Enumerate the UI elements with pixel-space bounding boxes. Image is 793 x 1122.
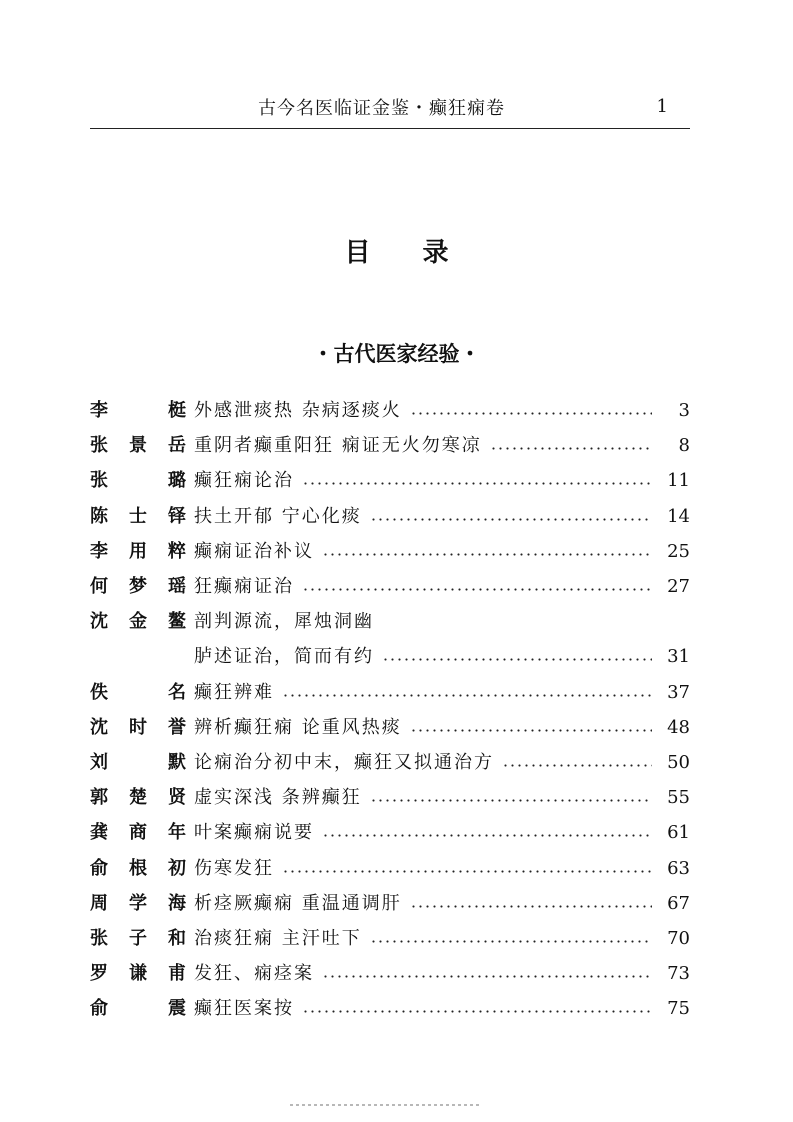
- toc-author: 何梦瑶: [90, 576, 186, 598]
- dot-leader: [302, 1010, 652, 1013]
- toc-entry-title: 辨析癫狂痫 论重风热痰: [194, 716, 402, 738]
- toc-page-number: 63: [667, 857, 690, 879]
- toc-entry-title: 癫狂医案按: [194, 998, 294, 1020]
- toc-author: 沈时誉: [90, 716, 186, 738]
- toc-entry-title: 重阴者癫重阳狂 痫证无火勿寒凉: [194, 435, 482, 457]
- dot-leader: [502, 764, 652, 767]
- toc-entry-title: 外感泄痰热 杂病逐痰火: [194, 400, 402, 422]
- toc-author: 龚商年: [90, 822, 186, 844]
- toc-entry-title: 伤寒发狂: [194, 857, 274, 879]
- dot-leader: [410, 412, 652, 415]
- toc-author: 张景岳: [90, 435, 186, 457]
- toc-author: 李 梃: [90, 400, 186, 422]
- dot-leader: [282, 694, 652, 697]
- toc-entry-title: 癫狂辨难: [194, 681, 274, 703]
- toc-row[interactable]: [90, 534, 690, 569]
- toc-page-number: 48: [667, 716, 690, 738]
- toc-author: 刘 默: [90, 751, 186, 773]
- toc-page-number: 67: [667, 892, 690, 914]
- toc-entry-title: 析痉厥癫痫 重温通调肝: [194, 892, 402, 914]
- toc-row[interactable]: [90, 604, 690, 639]
- toc-author: 俞根初: [90, 857, 186, 879]
- toc-row[interactable]: [90, 886, 690, 921]
- toc-author: 俞 震: [90, 998, 186, 1020]
- toc-author: 沈金鳌: [90, 611, 186, 633]
- toc-author: 周学海: [90, 892, 186, 914]
- toc-page-number: 75: [667, 998, 690, 1020]
- dot-leader: [302, 588, 652, 591]
- toc-entry-title: 癫狂痫论治: [194, 470, 294, 492]
- toc-entry-title: 狂癫痫证治: [194, 576, 294, 598]
- toc-author: 张 璐: [90, 470, 186, 492]
- toc-page-number: 11: [667, 470, 690, 492]
- dot-leader: [322, 834, 652, 837]
- toc-row[interactable]: [90, 991, 690, 1026]
- dot-leader: [302, 482, 652, 485]
- toc-page-number: 14: [667, 505, 690, 527]
- toc-author: 李用粹: [90, 540, 186, 562]
- toc-author: 陈士铎: [90, 505, 186, 527]
- toc-page-number: 70: [667, 927, 690, 949]
- toc-row[interactable]: [90, 463, 690, 498]
- dot-leader: [370, 799, 652, 802]
- dot-leader: [382, 658, 652, 661]
- dot-leader: [282, 870, 652, 873]
- toc-entry-title: 虚实深浅 条辨癫狂: [194, 787, 362, 809]
- toc-row[interactable]: [90, 745, 690, 780]
- dot-leader: [370, 518, 652, 521]
- running-header: [90, 94, 690, 129]
- scan-artifact: [290, 1104, 480, 1106]
- toc-row[interactable]: [90, 569, 690, 604]
- toc-row[interactable]: [90, 921, 690, 956]
- toc-entry-title: 胪述证治，简而有约: [194, 646, 374, 668]
- toc-row[interactable]: [90, 956, 690, 991]
- toc-row[interactable]: [90, 780, 690, 815]
- toc-author: 罗谦甫: [90, 963, 186, 985]
- toc-row[interactable]: [90, 710, 690, 745]
- toc-entry-title: 论痫治分初中末，癫狂又拟通治方: [194, 751, 494, 773]
- toc-page-number: 73: [667, 963, 690, 985]
- page-number: 1: [656, 96, 668, 117]
- toc-entry-title: 发狂、痫痉案: [194, 963, 314, 985]
- toc-author: 佚 名: [90, 681, 186, 703]
- toc-page-number: 61: [667, 822, 690, 844]
- toc-row[interactable]: [90, 393, 690, 428]
- toc-row[interactable]: [90, 815, 690, 850]
- toc-page-number: 3: [678, 400, 690, 422]
- dot-leader: [410, 905, 652, 908]
- toc-entry-title: 叶案癫痫说要: [194, 822, 314, 844]
- toc-page-number: 55: [667, 787, 690, 809]
- toc-row[interactable]: [90, 428, 690, 463]
- toc-row[interactable]: [90, 639, 690, 674]
- toc-page-number: 27: [667, 576, 690, 598]
- toc-page-number: 8: [678, 435, 690, 457]
- toc-row[interactable]: [90, 850, 690, 885]
- toc-page-number: 25: [667, 540, 690, 562]
- toc-page-number: 37: [667, 681, 690, 703]
- dot-leader: [322, 975, 652, 978]
- dot-leader: [370, 940, 652, 943]
- dot-leader: [322, 553, 652, 556]
- toc-entry-title: 扶土开郁 宁心化痰: [194, 505, 362, 527]
- toc-entries: [90, 393, 690, 1026]
- toc-title: 目录: [344, 238, 501, 268]
- book-title: 古今名医临证金鉴・癫狂痫卷: [258, 98, 505, 119]
- toc-author: 郭楚贤: [90, 787, 186, 809]
- dot-leader: [410, 729, 652, 732]
- section-heading: ・古代医家经验・: [312, 341, 481, 366]
- toc-row[interactable]: [90, 675, 690, 710]
- toc-page-number: 50: [667, 751, 690, 773]
- toc-page-number: 31: [667, 646, 690, 668]
- toc-entry-title: 癫痫证治补议: [194, 540, 314, 562]
- toc-entry-title: 剖判源流，犀烛洞幽: [194, 611, 374, 633]
- toc-entry-title: 治痰狂痫 主汗吐下: [194, 927, 362, 949]
- toc-row[interactable]: [90, 499, 690, 534]
- toc-author: 张子和: [90, 927, 186, 949]
- dot-leader: [490, 447, 652, 450]
